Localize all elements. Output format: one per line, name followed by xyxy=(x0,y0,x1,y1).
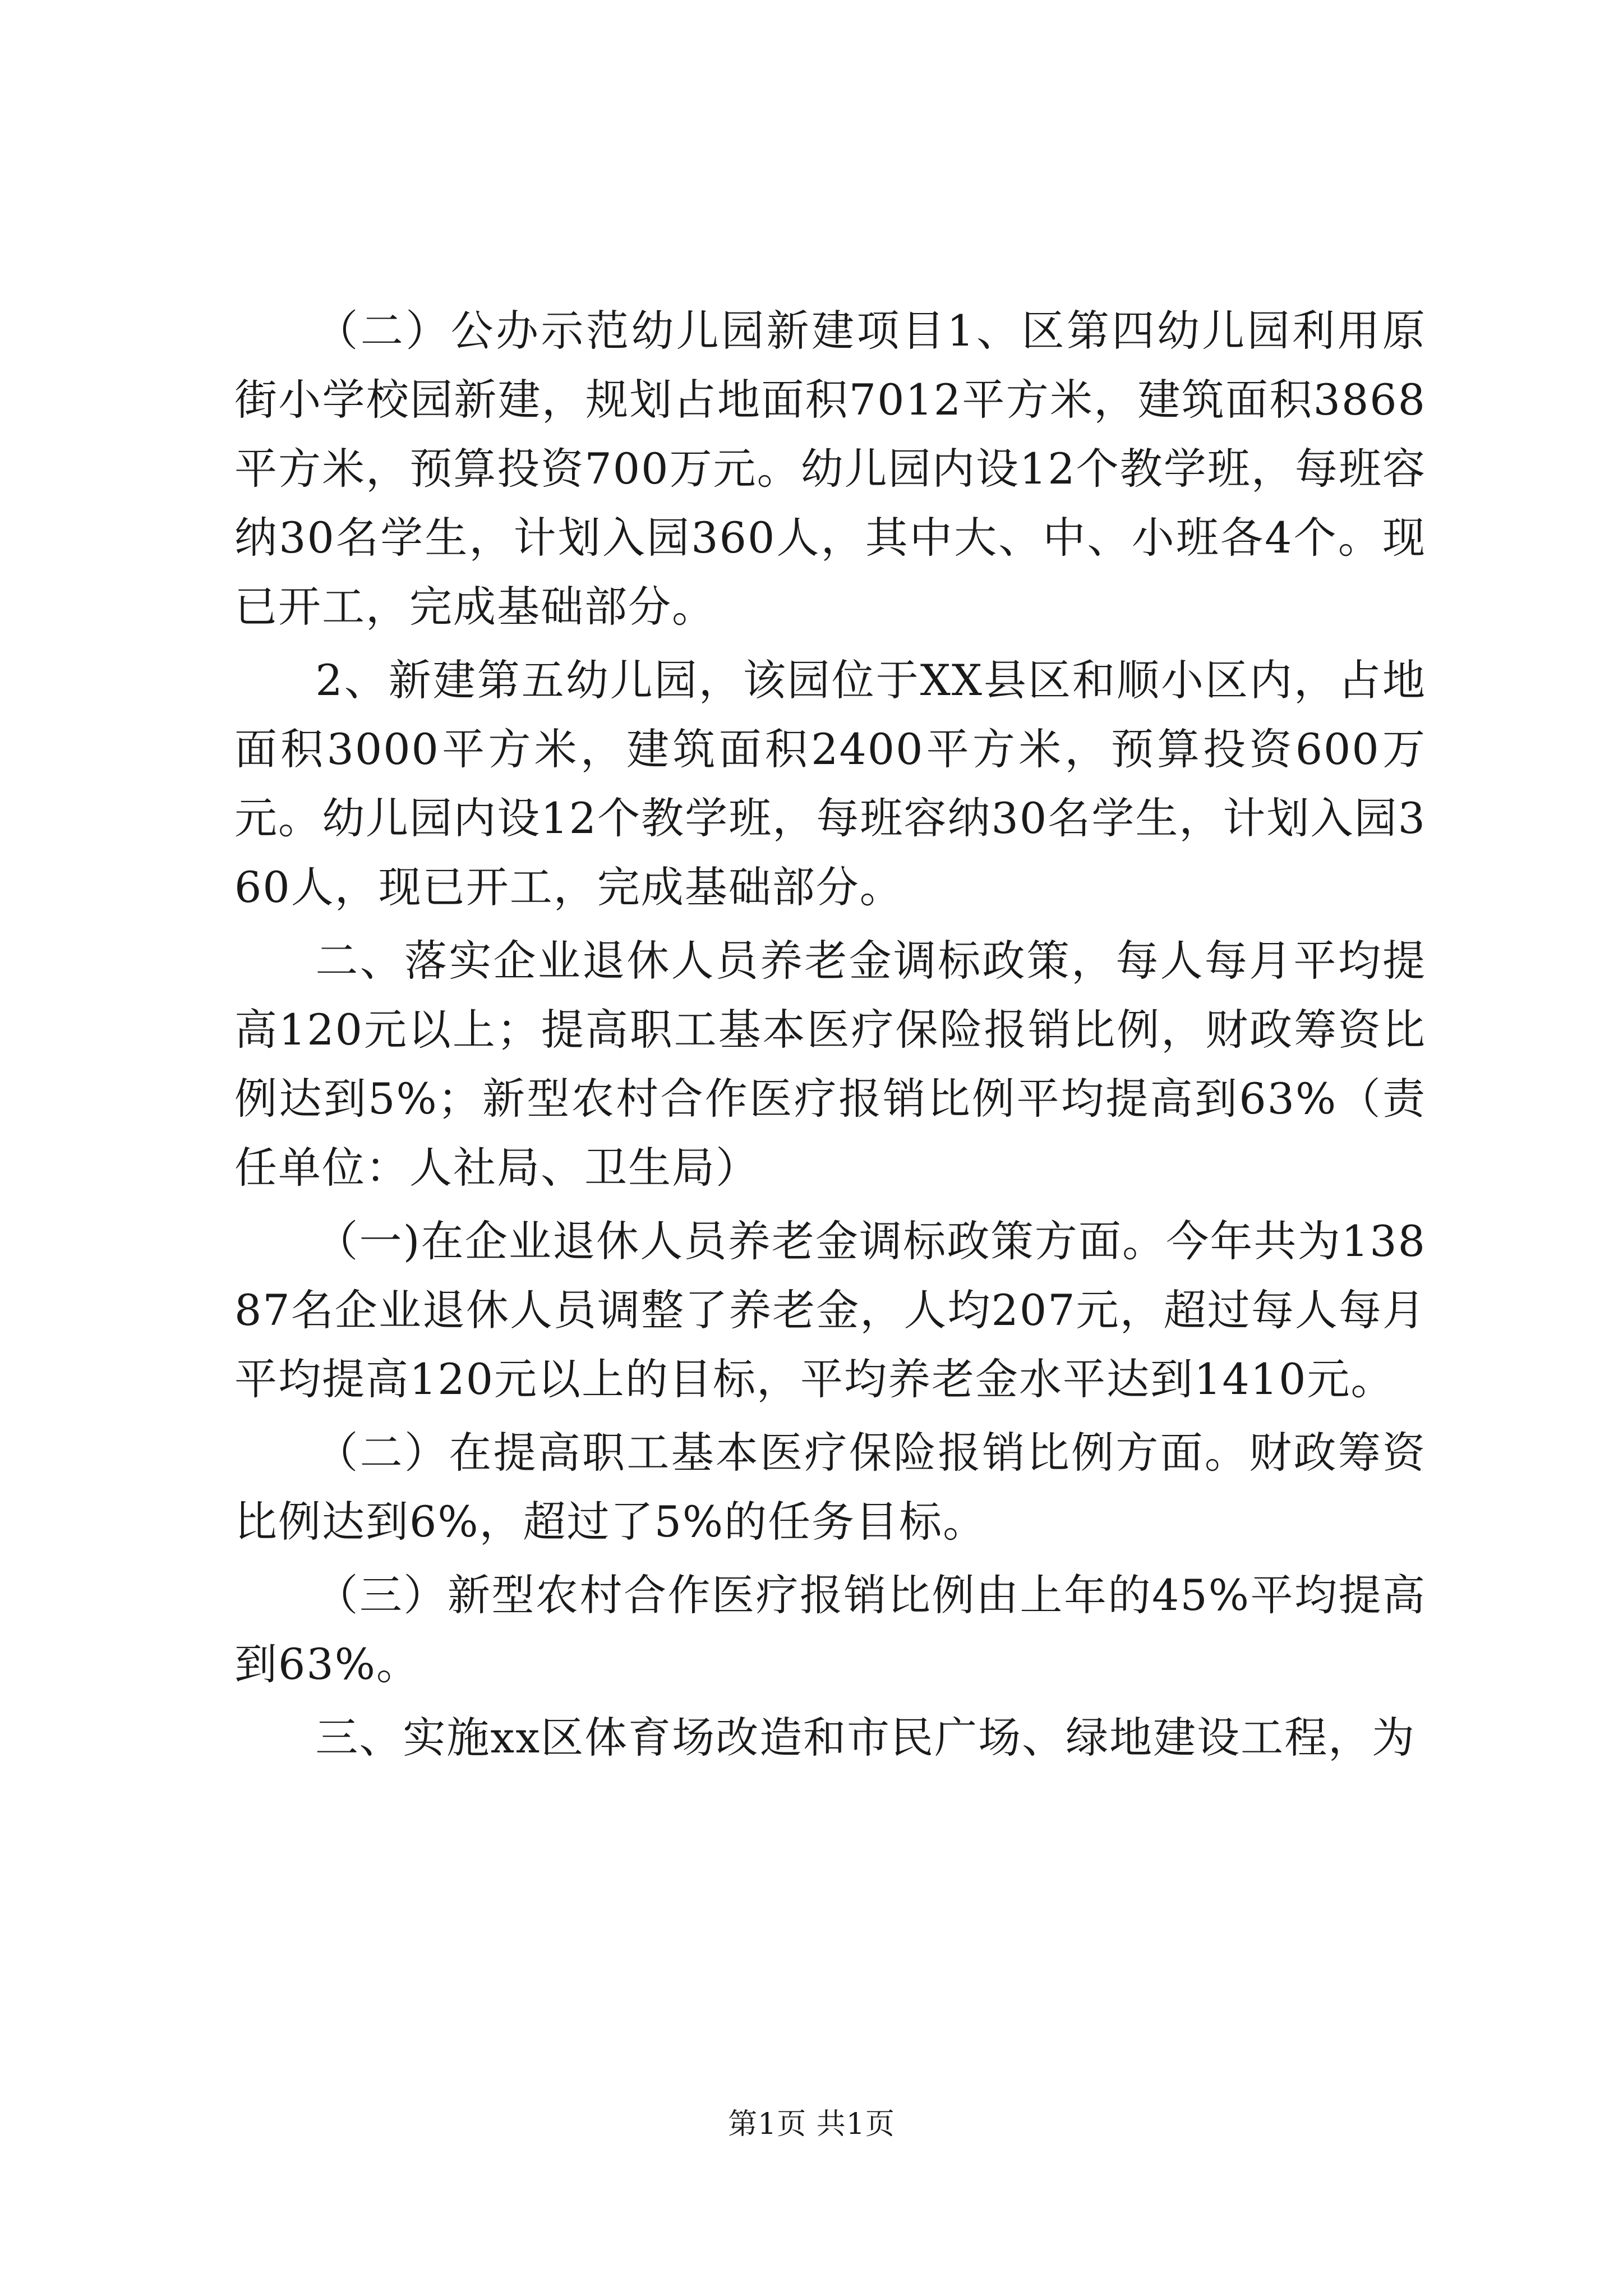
paragraph-rural-cooperative-medical: （三）新型农村合作医疗报销比例由上年的45%平均提高到63%。 xyxy=(234,1570,1426,1689)
document-body xyxy=(234,296,1426,1772)
page-footer: 第1页 共1页 xyxy=(728,2108,895,2141)
paragraph-pension-policy: 二、落实企业退休人员养老金调标政策，每人每月平均提高120元以上；提高职工基本医疗保险报销比例，财政筹资比例达到5%；新型农村合作医疗报销比例平均提高到63%（责任单位：人社局、卫生局） xyxy=(234,936,1426,1193)
paragraph-kindergarten-five: 2、新建第五幼儿园，该园位于XX县区和顺小区内，占地面积3000平方米，建筑面积2400平方米，预算投资600万元。幼儿园内设12个教学班，每班容纳30名学生，计划入园360人，现已开工，完成基础部分。 xyxy=(234,655,1426,912)
paragraph-medical-insurance: （二）在提高职工基本医疗保险报销比例方面。财政筹资比例达到6%，超过了5%的任务目标。 xyxy=(234,1428,1426,1547)
paragraph-stadium-renovation: 三、实施xx区体育场改造和市民广场、绿地建设工程，为 xyxy=(315,1713,1416,1763)
paragraph-pension-adjustment: （一)在企业退休人员养老金调标政策方面。今年共为13887名企业退休人员调整了养老金，人均207元，超过每人每月平均提高120元以上的目标，平均养老金水平达到1410元。 xyxy=(234,1216,1426,1404)
paragraph-kindergarten-four: （二）公办示范幼儿园新建项目1、区第四幼儿园利用原街小学校园新建，规划占地面积7012平方米，建筑面积3868平方米，预算投资700万元。幼儿园内设12个教学班，每班容纳30名学生，计划入园360人，其中大、中、小班各4个。现已开工，完成基础部分。 xyxy=(234,306,1426,632)
